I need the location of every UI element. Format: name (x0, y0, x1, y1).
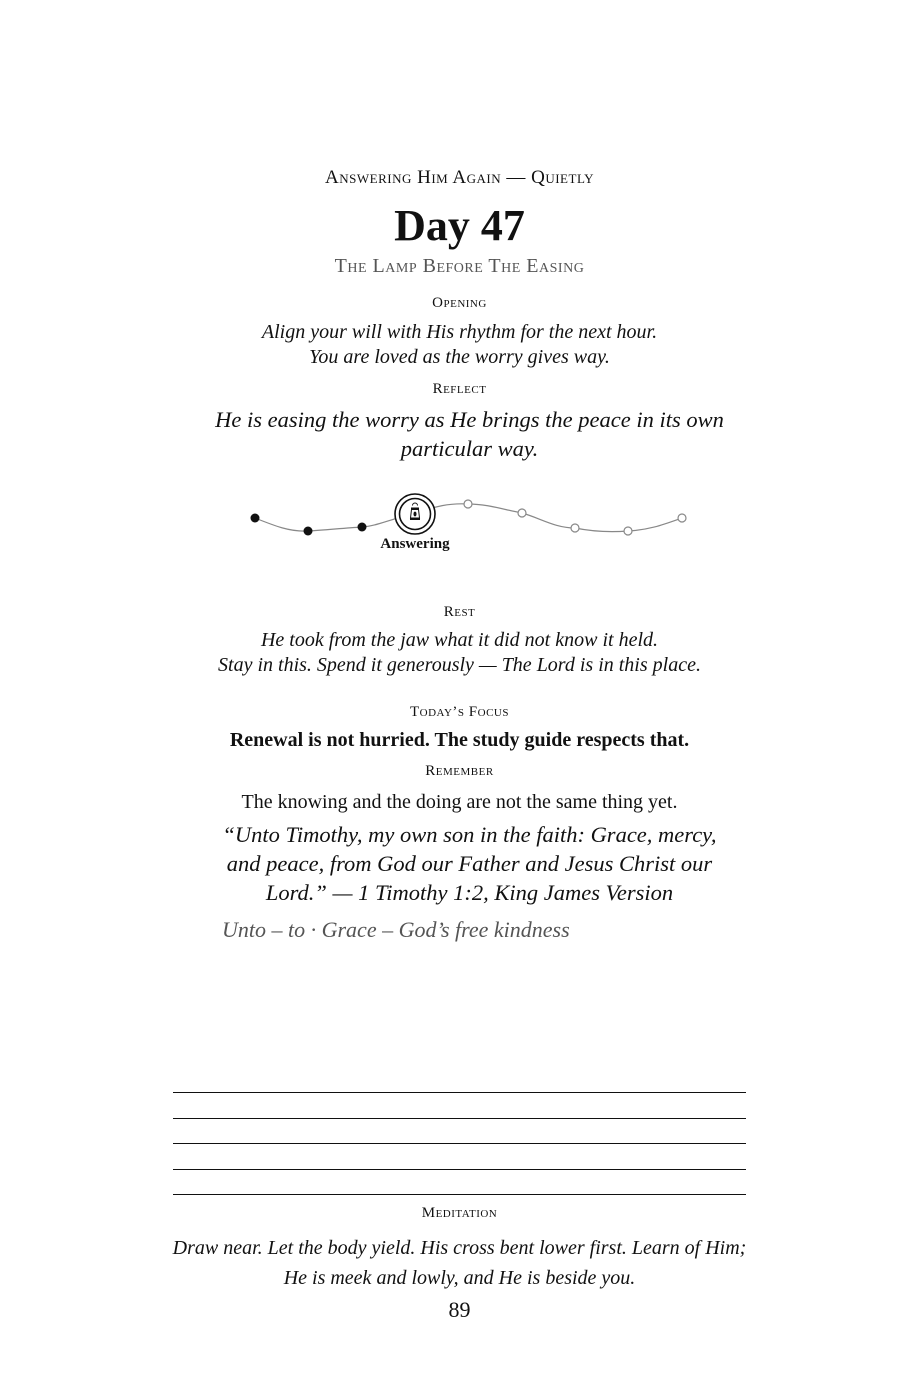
step-upcoming-dot (464, 500, 472, 508)
rest-line-1: He took from the jaw what it did not know it held. (260, 629, 658, 651)
step-complete-dot (358, 523, 367, 532)
rest-label: Rest (443, 604, 476, 620)
reflect-label: Reflect (432, 381, 487, 397)
step-complete-dot (304, 527, 313, 536)
reflect-text: He is easing the worry as He brings the peace in its own particular way. (215, 407, 724, 461)
opening-label: Opening (432, 295, 487, 311)
focus-text: Renewal is not hurried. The study guide respects that. (229, 729, 690, 751)
meditation-label: Meditation (421, 1205, 498, 1221)
day-title: Day 47 (394, 201, 525, 250)
focus-label: Today’s Focus (410, 704, 509, 720)
step-upcoming-dot (678, 514, 686, 522)
meditation-text: Draw near. Let the body yield. His cross bent lower first. Learn of Him; He is meek and lowly, and He is beside you. (172, 1237, 747, 1289)
current-step-marker (395, 494, 435, 534)
journal-line[interactable] (173, 1118, 746, 1119)
running-head: Answering Him Again — Quietly (325, 167, 594, 188)
journal-line[interactable] (173, 1194, 746, 1195)
current-step-label: Answering (380, 536, 450, 552)
remember-text: The knowing and the doing are not the same thing yet. (241, 791, 678, 813)
step-upcoming-dot (518, 509, 526, 517)
journal-line[interactable] (173, 1092, 746, 1093)
journal-lines (173, 1092, 746, 1220)
journal-line[interactable] (173, 1143, 746, 1144)
remember-label: Remember (425, 763, 494, 779)
opening-line-1: Align your will with His rhythm for the next hour. (261, 321, 658, 343)
rest-line-2: Stay in this. Spend it generously — The Lord is in this place. (218, 654, 701, 676)
page-number: 89 (448, 1297, 471, 1322)
rest-text (0, 628, 919, 678)
journal-line[interactable] (173, 1169, 746, 1170)
word-gloss: Unto – to · Grace – God’s free kindness (222, 917, 570, 942)
journey-progress (230, 488, 700, 558)
step-upcoming-dot (571, 524, 579, 532)
step-upcoming-dot (624, 527, 632, 535)
opening-text (0, 320, 919, 370)
opening-line-2: You are loved as the worry gives way. (309, 346, 610, 368)
day-subtitle: The Lamp Before The Easing (334, 255, 585, 277)
scripture-verse: “Unto Timothy, my own son in the faith: Grace, mercy, and peace, from God our Father and Jesus Christ our Lord.” — 1 Timothy 1:2, King James Version (222, 822, 717, 905)
step-complete-dot (251, 514, 260, 523)
